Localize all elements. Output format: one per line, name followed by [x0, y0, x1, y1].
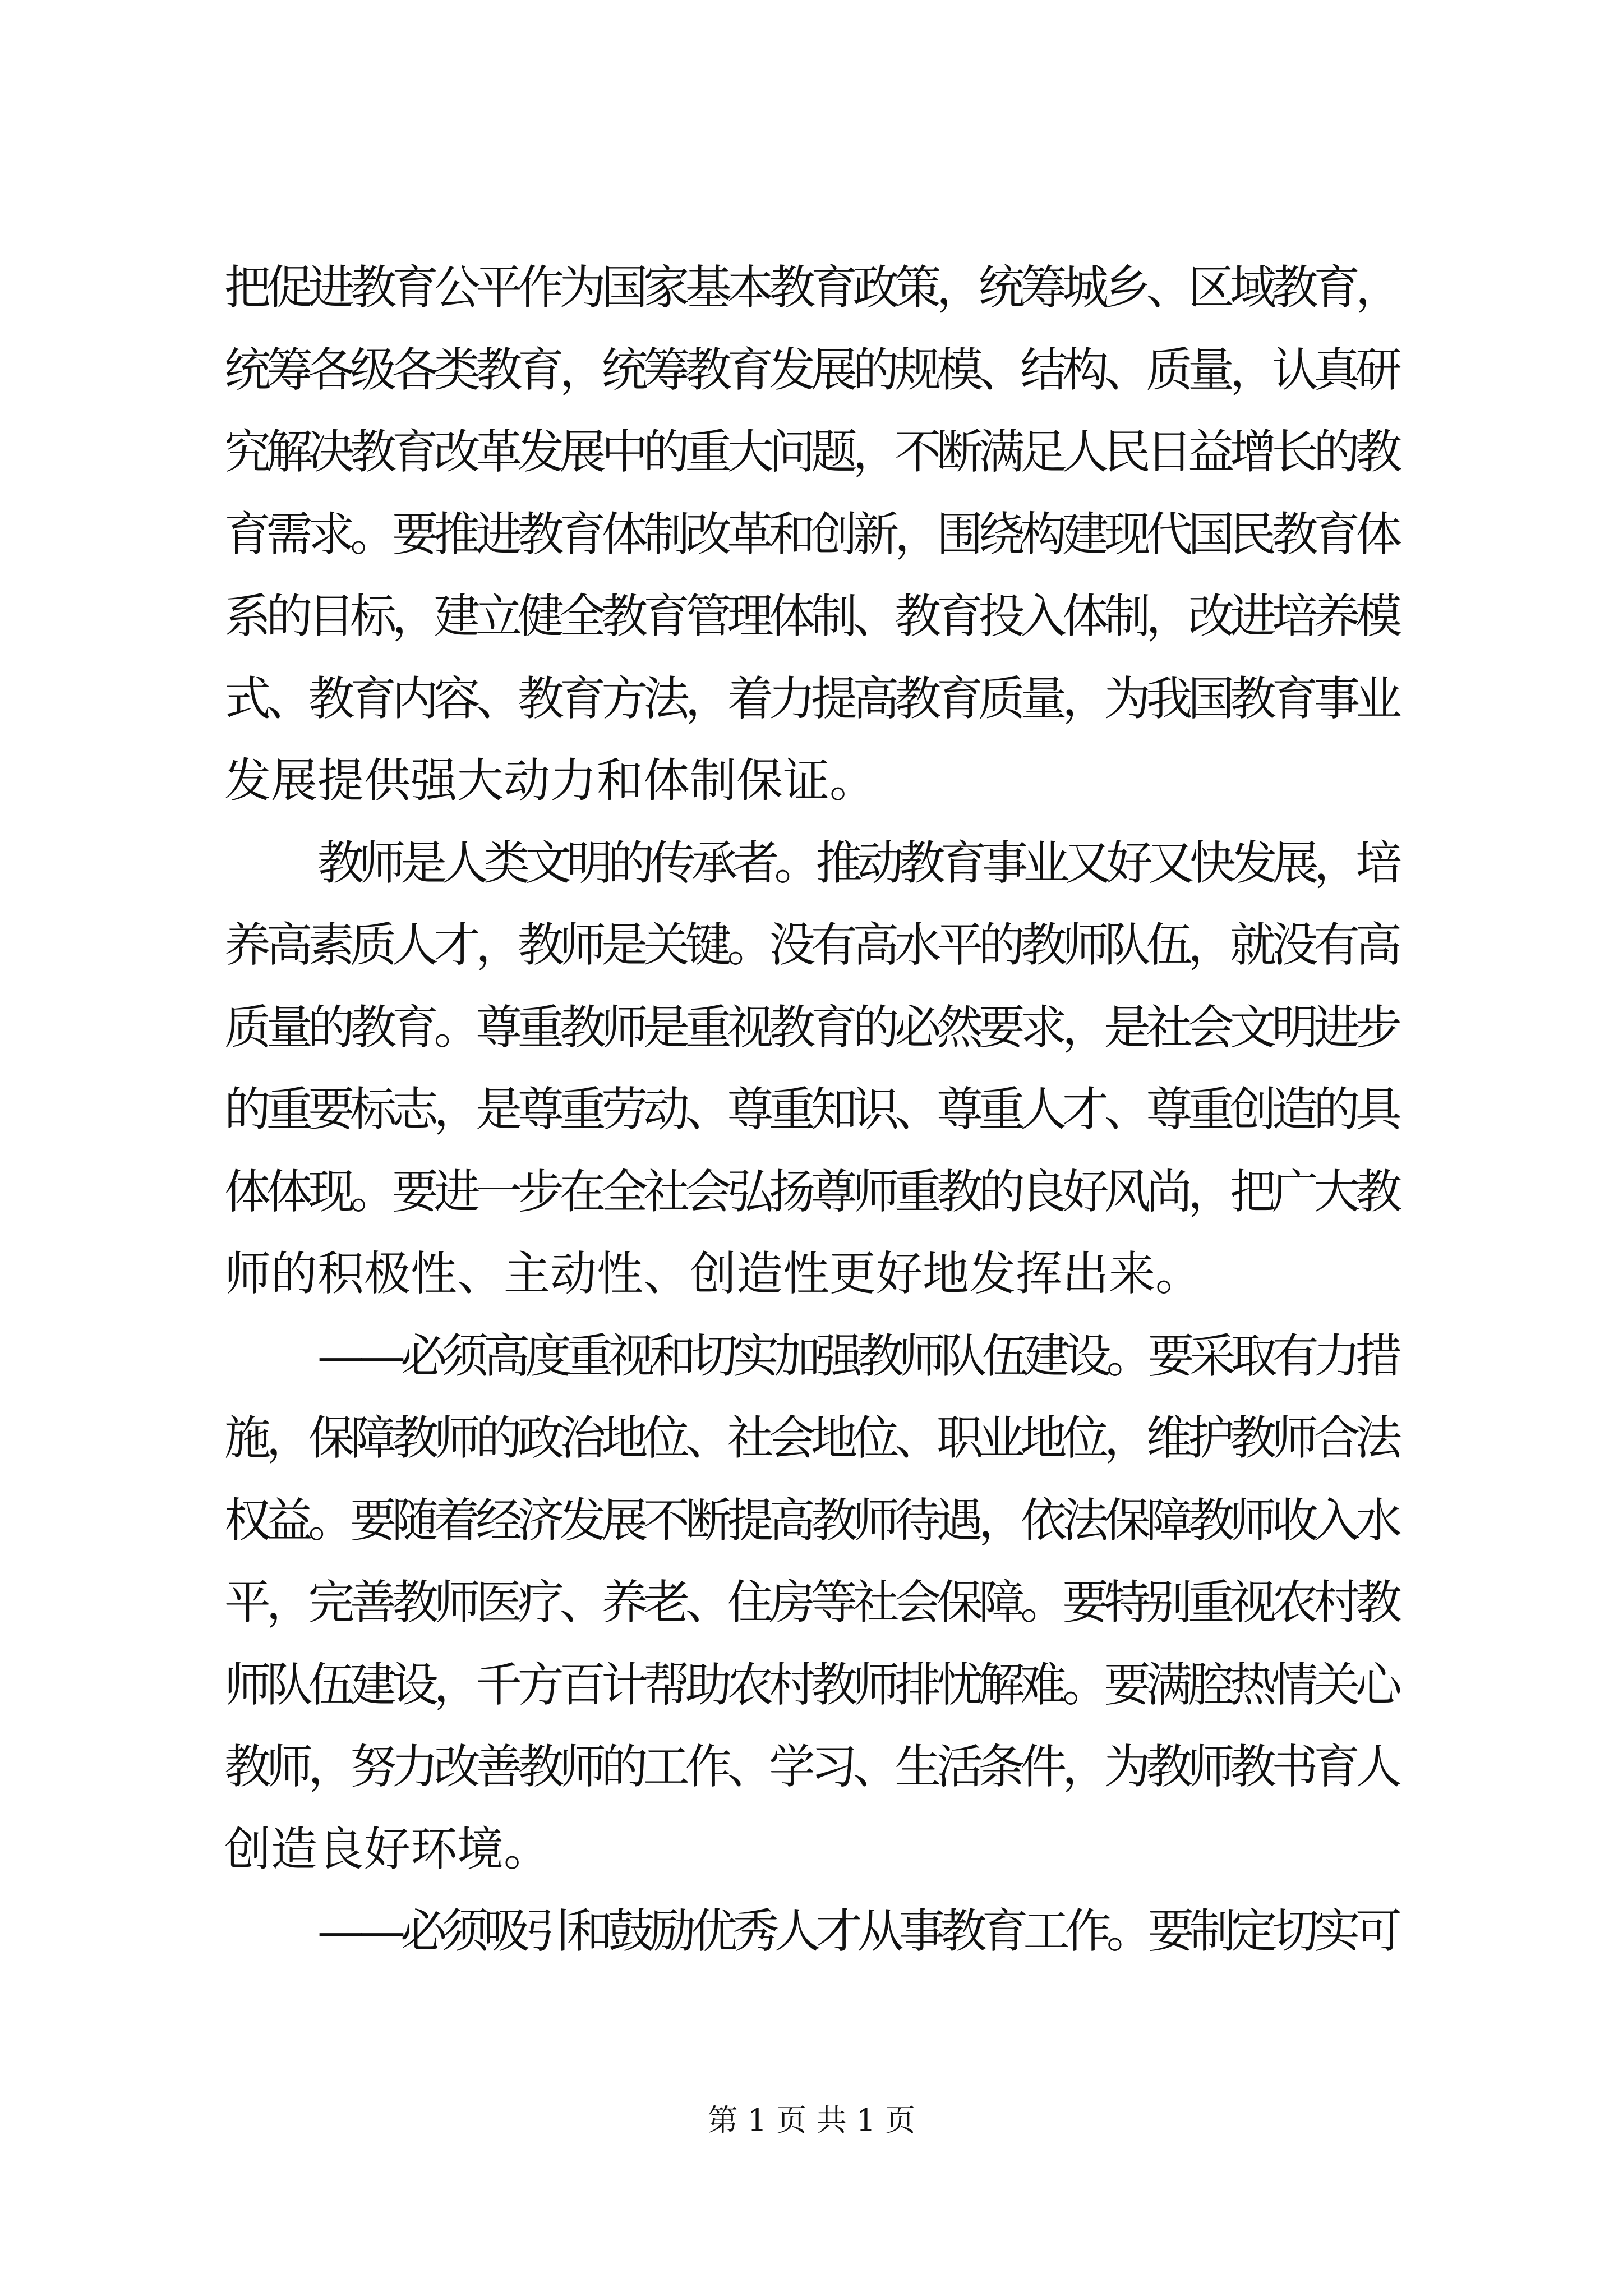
text-line: 创造良好环境。: [224, 1821, 550, 1876]
text-line: 育需求。要推进教育体制改革和创新，围绕构建现代国民教育体: [224, 507, 1398, 562]
text-line: 式、教育内容、教育方法，着力提高教育质量，为我国教育事业: [224, 671, 1398, 726]
text-line: 究解决教育改革发展中的重大问题，不断满足人民日益增长的教: [224, 425, 1398, 479]
text-line: 养高素质人才，教师是关键。没有高水平的教师队伍，就没有高: [224, 918, 1398, 972]
text-line: ——必须吸引和鼓励优秀人才从事教育工作。要制定切实可: [317, 1904, 1398, 1958]
text-line: 施，保障教师的政治地位、社会地位、职业地位，维护教师合法: [224, 1411, 1398, 1465]
text-line: 把促进教育公平作为国家基本教育政策，统筹城乡、区域教育，: [224, 260, 1398, 315]
text-line: 发展提供强大动力和体制保证。: [224, 753, 876, 808]
text-line: 权益。要随着经济发展不断提高教师待遇，依法保障教师收入水: [224, 1493, 1398, 1548]
text-line: 平，完善教师医疗、养老、住房等社会保障。要特别重视农村教: [224, 1575, 1398, 1630]
text-line: 统筹各级各类教育，统筹教育发展的规模、结构、质量，认真研: [224, 342, 1398, 397]
text-line: 师队伍建设，千方百计帮助农村教师排忧解难。要满腔热情关心: [224, 1657, 1398, 1712]
text-line: 体体现。要进一步在全社会弘扬尊师重教的良好风尚，把广大教: [224, 1164, 1398, 1219]
text-line: 质量的教育。尊重教师是重视教育的必然要求，是社会文明进步: [224, 1000, 1398, 1055]
page-footer: 第 1 页 共 1 页: [707, 2102, 916, 2138]
body-text: [224, 247, 1402, 1973]
text-line: 教师，努力改善教师的工作、学习、生活条件，为教师教书育人: [224, 1740, 1398, 1794]
text-line: 的重要标志，是尊重劳动、尊重知识、尊重人才、尊重创造的具: [224, 1082, 1398, 1137]
text-line: 师的积极性、主动性、创造性更好地发挥出来。: [224, 1246, 1202, 1301]
text-line: ——必须高度重视和切实加强教师队伍建设。要采取有力措: [317, 1328, 1398, 1383]
text-line: 教师是人类文明的传承者。推动教育事业又好又快发展，培: [317, 835, 1398, 890]
text-line: 系的目标，建立健全教育管理体制、教育投入体制，改进培养模: [224, 589, 1398, 643]
